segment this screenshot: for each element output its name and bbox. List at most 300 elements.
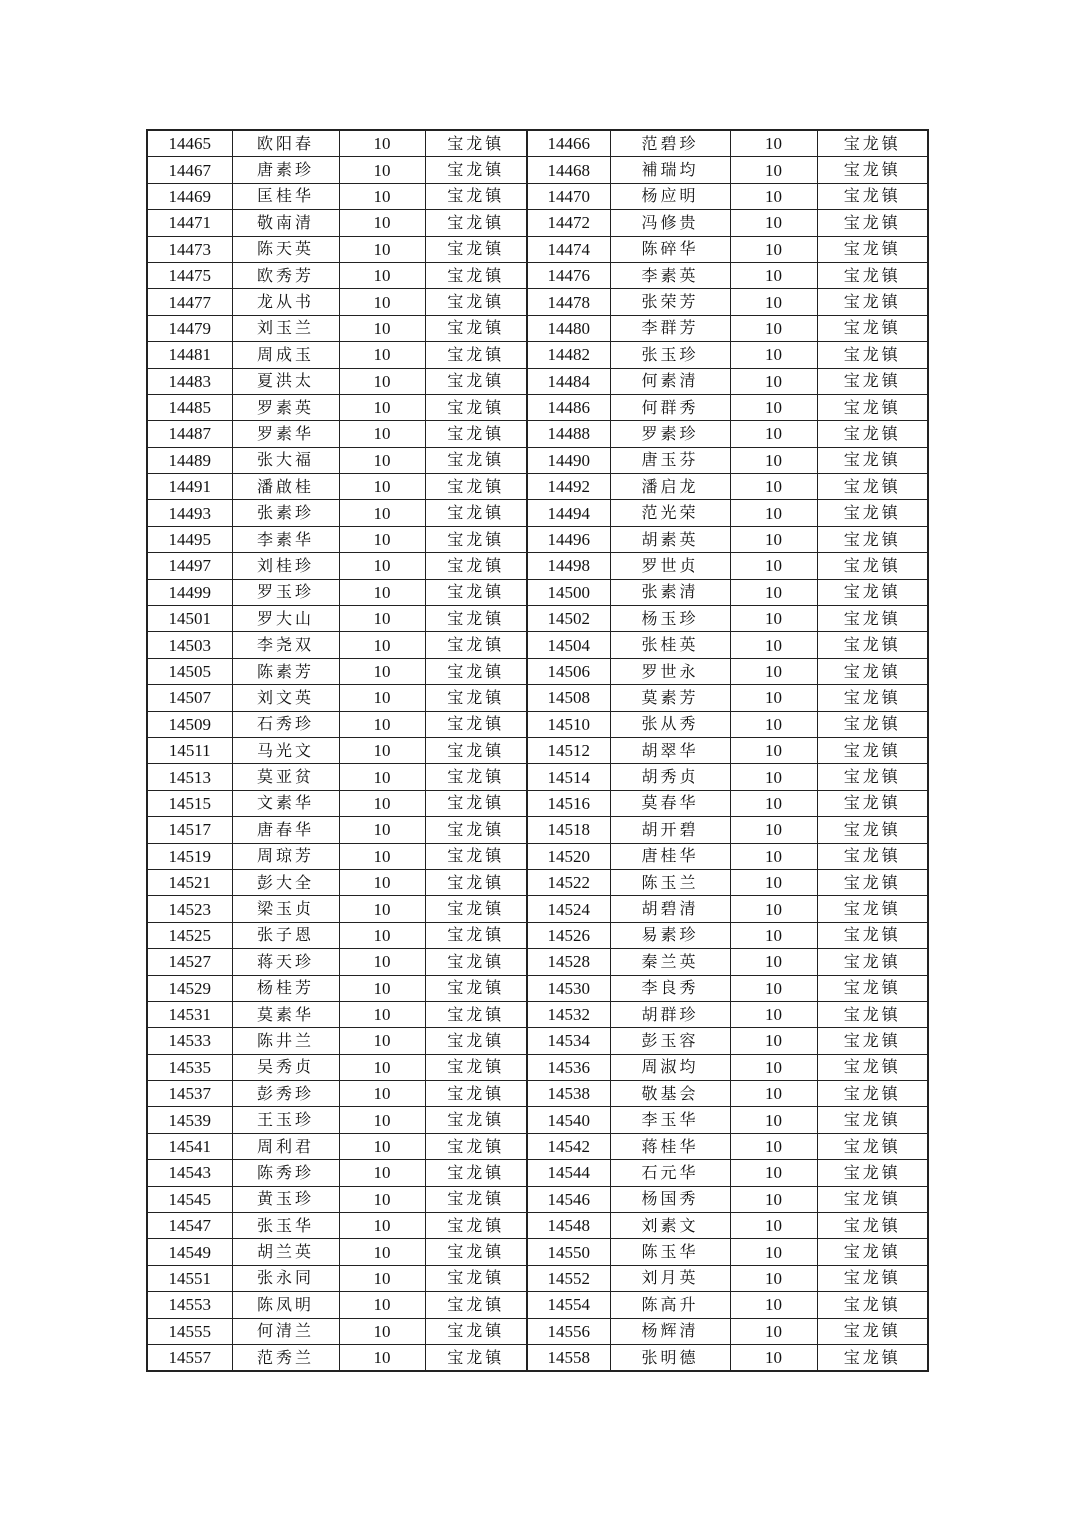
record-id-cell: 14530 [527,975,610,1001]
record-town-cell: 宝龙镇 [817,869,928,895]
record-town-cell: 宝龙镇 [817,817,928,843]
record-id-cell: 14551 [147,1265,232,1291]
record-id-cell: 14529 [147,975,232,1001]
record-town-cell: 宝龙镇 [817,1028,928,1054]
record-amount-cell: 10 [339,315,425,341]
record-town-cell: 宝龙镇 [425,1318,527,1344]
record-id-cell: 14473 [147,236,232,262]
record-id-cell: 14498 [527,553,610,579]
table-row [147,289,928,315]
record-name-cell: 张永同 [232,1265,339,1291]
record-id-cell: 14487 [147,421,232,447]
table-row [147,1107,928,1133]
record-town-cell: 宝龙镇 [425,658,527,684]
record-name-cell: 张明德 [610,1344,730,1371]
record-id-cell: 14470 [527,183,610,209]
record-id-cell: 14526 [527,922,610,948]
record-amount-cell: 10 [339,342,425,368]
record-town-cell: 宝龙镇 [425,553,527,579]
record-id-cell: 14514 [527,764,610,790]
record-id-cell: 14512 [527,737,610,763]
record-id-cell: 14469 [147,183,232,209]
record-id-cell: 14500 [527,579,610,605]
record-amount-cell: 10 [339,262,425,288]
record-amount-cell: 10 [339,685,425,711]
record-amount-cell: 10 [339,1213,425,1239]
table-row [147,157,928,183]
record-id-cell: 14477 [147,289,232,315]
record-amount-cell: 10 [339,474,425,500]
record-amount-cell: 10 [730,1028,817,1054]
record-town-cell: 宝龙镇 [425,1107,527,1133]
record-id-cell: 14549 [147,1239,232,1265]
record-town-cell: 宝龙镇 [425,1028,527,1054]
record-name-cell: 彭大全 [232,869,339,895]
record-amount-cell: 10 [339,1265,425,1291]
record-id-cell: 14535 [147,1054,232,1080]
record-amount-cell: 10 [339,711,425,737]
record-town-cell: 宝龙镇 [425,1001,527,1027]
record-town-cell: 宝龙镇 [817,1292,928,1318]
table-row [147,1001,928,1027]
record-amount-cell: 10 [339,1292,425,1318]
record-amount-cell: 10 [339,737,425,763]
record-town-cell: 宝龙镇 [425,500,527,526]
record-amount-cell: 10 [339,1318,425,1344]
record-id-cell: 14481 [147,342,232,368]
record-name-cell: 李玉华 [610,1107,730,1133]
record-amount-cell: 10 [730,1081,817,1107]
record-id-cell: 14504 [527,632,610,658]
record-name-cell: 陈凤明 [232,1292,339,1318]
table-row [147,843,928,869]
table-row [147,711,928,737]
record-name-cell: 罗素英 [232,394,339,420]
record-id-cell: 14503 [147,632,232,658]
record-name-cell: 杨国秀 [610,1186,730,1212]
record-name-cell: 胡素英 [610,526,730,552]
record-name-cell: 李良秀 [610,975,730,1001]
record-id-cell: 14489 [147,447,232,473]
record-name-cell: 唐玉芬 [610,447,730,473]
record-amount-cell: 10 [339,183,425,209]
record-town-cell: 宝龙镇 [425,262,527,288]
record-name-cell: 刘月英 [610,1265,730,1291]
table-row [147,922,928,948]
record-id-cell: 14547 [147,1213,232,1239]
record-amount-cell: 10 [339,1054,425,1080]
record-town-cell: 宝龙镇 [817,553,928,579]
record-amount-cell: 10 [730,896,817,922]
table-row [147,553,928,579]
record-town-cell: 宝龙镇 [817,1054,928,1080]
record-id-cell: 14537 [147,1081,232,1107]
table-row [147,474,928,500]
table-row [147,1292,928,1318]
record-amount-cell: 10 [730,949,817,975]
record-name-cell: 胡翠华 [610,737,730,763]
record-amount-cell: 10 [730,447,817,473]
record-id-cell: 14479 [147,315,232,341]
record-amount-cell: 10 [730,183,817,209]
table-row [147,236,928,262]
record-amount-cell: 10 [730,1133,817,1159]
record-town-cell: 宝龙镇 [425,685,527,711]
record-town-cell: 宝龙镇 [425,236,527,262]
record-town-cell: 宝龙镇 [425,606,527,632]
record-id-cell: 14539 [147,1107,232,1133]
record-name-cell: 张荣芳 [610,289,730,315]
record-town-cell: 宝龙镇 [425,1265,527,1291]
record-name-cell: 刘桂珍 [232,553,339,579]
record-name-cell: 陈玉兰 [610,869,730,895]
record-amount-cell: 10 [730,1265,817,1291]
record-name-cell: 莫素华 [232,1001,339,1027]
record-name-cell: 罗素华 [232,421,339,447]
roster-table [146,129,929,1372]
record-id-cell: 14541 [147,1133,232,1159]
record-town-cell: 宝龙镇 [425,447,527,473]
record-amount-cell: 10 [730,210,817,236]
record-id-cell: 14550 [527,1239,610,1265]
record-id-cell: 14517 [147,817,232,843]
record-amount-cell: 10 [730,1054,817,1080]
record-amount-cell: 10 [730,843,817,869]
table-row [147,342,928,368]
record-name-cell: 陈井兰 [232,1028,339,1054]
record-amount-cell: 10 [730,262,817,288]
table-row [147,1186,928,1212]
record-id-cell: 14558 [527,1344,610,1371]
record-name-cell: 刘素文 [610,1213,730,1239]
table-row [147,1054,928,1080]
record-town-cell: 宝龙镇 [817,1160,928,1186]
record-town-cell: 宝龙镇 [817,1318,928,1344]
record-id-cell: 14505 [147,658,232,684]
record-town-cell: 宝龙镇 [425,394,527,420]
record-name-cell: 杨桂芳 [232,975,339,1001]
record-town-cell: 宝龙镇 [425,474,527,500]
table-row [147,790,928,816]
record-name-cell: 冯修贵 [610,210,730,236]
record-name-cell: 周琼芳 [232,843,339,869]
record-amount-cell: 10 [730,1160,817,1186]
record-id-cell: 14507 [147,685,232,711]
record-amount-cell: 10 [730,500,817,526]
table-row [147,1213,928,1239]
record-town-cell: 宝龙镇 [817,579,928,605]
record-amount-cell: 10 [730,1001,817,1027]
record-name-cell: 李尧双 [232,632,339,658]
record-name-cell: 唐桂华 [610,843,730,869]
record-town-cell: 宝龙镇 [425,843,527,869]
record-id-cell: 14502 [527,606,610,632]
record-amount-cell: 10 [339,579,425,605]
record-town-cell: 宝龙镇 [425,869,527,895]
table-row [147,315,928,341]
record-name-cell: 周淑均 [610,1054,730,1080]
record-name-cell: 刘玉兰 [232,315,339,341]
table-row [147,685,928,711]
record-amount-cell: 10 [339,606,425,632]
record-id-cell: 14552 [527,1265,610,1291]
table-row [147,658,928,684]
record-amount-cell: 10 [730,368,817,394]
record-name-cell: 罗世贞 [610,553,730,579]
record-amount-cell: 10 [339,1239,425,1265]
record-amount-cell: 10 [730,1107,817,1133]
record-amount-cell: 10 [339,210,425,236]
record-amount-cell: 10 [730,1318,817,1344]
record-id-cell: 14557 [147,1344,232,1371]
record-town-cell: 宝龙镇 [817,790,928,816]
record-name-cell: 吴秀贞 [232,1054,339,1080]
record-name-cell: 蒋桂华 [610,1133,730,1159]
record-name-cell: 胡群珍 [610,1001,730,1027]
record-amount-cell: 10 [730,606,817,632]
record-id-cell: 14497 [147,553,232,579]
record-amount-cell: 10 [730,1239,817,1265]
table-row [147,764,928,790]
record-name-cell: 马光文 [232,737,339,763]
record-name-cell: 補瑞均 [610,157,730,183]
record-name-cell: 欧阳春 [232,130,339,157]
record-name-cell: 张素珍 [232,500,339,526]
record-town-cell: 宝龙镇 [425,368,527,394]
record-amount-cell: 10 [730,869,817,895]
record-amount-cell: 10 [730,790,817,816]
record-town-cell: 宝龙镇 [817,1186,928,1212]
record-amount-cell: 10 [730,130,817,157]
record-town-cell: 宝龙镇 [817,526,928,552]
record-amount-cell: 10 [339,658,425,684]
record-town-cell: 宝龙镇 [817,1265,928,1291]
record-name-cell: 罗世永 [610,658,730,684]
record-name-cell: 范碧珍 [610,130,730,157]
record-town-cell: 宝龙镇 [817,606,928,632]
record-name-cell: 莫亚贫 [232,764,339,790]
record-amount-cell: 10 [339,236,425,262]
record-name-cell: 杨应明 [610,183,730,209]
record-town-cell: 宝龙镇 [817,922,928,948]
record-name-cell: 彭秀珍 [232,1081,339,1107]
record-id-cell: 14485 [147,394,232,420]
record-id-cell: 14475 [147,262,232,288]
record-name-cell: 潘启龙 [610,474,730,500]
record-name-cell: 陈碎华 [610,236,730,262]
record-town-cell: 宝龙镇 [817,210,928,236]
record-town-cell: 宝龙镇 [817,157,928,183]
record-amount-cell: 10 [339,790,425,816]
record-name-cell: 杨辉清 [610,1318,730,1344]
record-id-cell: 14531 [147,1001,232,1027]
record-town-cell: 宝龙镇 [817,1107,928,1133]
table-row [147,421,928,447]
record-town-cell: 宝龙镇 [425,1081,527,1107]
record-id-cell: 14518 [527,817,610,843]
record-name-cell: 陈天英 [232,236,339,262]
record-amount-cell: 10 [339,368,425,394]
record-name-cell: 范光荣 [610,500,730,526]
record-name-cell: 敬南清 [232,210,339,236]
record-name-cell: 张桂英 [610,632,730,658]
record-name-cell: 秦兰英 [610,949,730,975]
record-name-cell: 彭玉容 [610,1028,730,1054]
record-town-cell: 宝龙镇 [817,1344,928,1371]
record-id-cell: 14525 [147,922,232,948]
table-row [147,579,928,605]
record-amount-cell: 10 [339,421,425,447]
record-amount-cell: 10 [730,289,817,315]
record-name-cell: 易素珍 [610,922,730,948]
record-town-cell: 宝龙镇 [817,843,928,869]
record-id-cell: 14540 [527,1107,610,1133]
record-id-cell: 14542 [527,1133,610,1159]
table-row [147,1318,928,1344]
record-name-cell: 张大福 [232,447,339,473]
record-id-cell: 14482 [527,342,610,368]
table-row [147,975,928,1001]
record-id-cell: 14474 [527,236,610,262]
record-amount-cell: 10 [730,922,817,948]
record-id-cell: 14553 [147,1292,232,1318]
record-town-cell: 宝龙镇 [817,183,928,209]
record-town-cell: 宝龙镇 [425,1054,527,1080]
record-amount-cell: 10 [730,1213,817,1239]
record-name-cell: 张子恩 [232,922,339,948]
table-row [147,500,928,526]
record-town-cell: 宝龙镇 [817,1133,928,1159]
record-name-cell: 胡碧清 [610,896,730,922]
record-amount-cell: 10 [730,1186,817,1212]
table-row [147,1028,928,1054]
table-row [147,1160,928,1186]
table-row [147,737,928,763]
record-id-cell: 14471 [147,210,232,236]
record-id-cell: 14521 [147,869,232,895]
record-town-cell: 宝龙镇 [817,1001,928,1027]
record-town-cell: 宝龙镇 [425,1213,527,1239]
table-row [147,1133,928,1159]
record-id-cell: 14527 [147,949,232,975]
record-id-cell: 14515 [147,790,232,816]
table-row [147,1265,928,1291]
record-amount-cell: 10 [339,869,425,895]
record-town-cell: 宝龙镇 [425,632,527,658]
record-town-cell: 宝龙镇 [817,685,928,711]
record-amount-cell: 10 [339,130,425,157]
record-id-cell: 14532 [527,1001,610,1027]
record-id-cell: 14506 [527,658,610,684]
record-amount-cell: 10 [339,447,425,473]
record-id-cell: 14555 [147,1318,232,1344]
record-name-cell: 夏洪太 [232,368,339,394]
record-id-cell: 14523 [147,896,232,922]
record-town-cell: 宝龙镇 [425,1160,527,1186]
record-amount-cell: 10 [339,553,425,579]
record-name-cell: 唐春华 [232,817,339,843]
record-name-cell: 周成玉 [232,342,339,368]
record-amount-cell: 10 [730,817,817,843]
record-amount-cell: 10 [730,632,817,658]
record-id-cell: 14466 [527,130,610,157]
record-name-cell: 何素清 [610,368,730,394]
record-amount-cell: 10 [339,843,425,869]
record-amount-cell: 10 [730,526,817,552]
record-name-cell: 胡秀贞 [610,764,730,790]
record-town-cell: 宝龙镇 [817,711,928,737]
record-amount-cell: 10 [339,817,425,843]
record-town-cell: 宝龙镇 [425,289,527,315]
record-town-cell: 宝龙镇 [817,315,928,341]
record-id-cell: 14544 [527,1160,610,1186]
record-name-cell: 李素华 [232,526,339,552]
table-row [147,210,928,236]
record-amount-cell: 10 [339,1081,425,1107]
record-amount-cell: 10 [730,711,817,737]
record-amount-cell: 10 [730,579,817,605]
record-town-cell: 宝龙镇 [425,790,527,816]
record-amount-cell: 10 [339,949,425,975]
table-row [147,394,928,420]
record-id-cell: 14480 [527,315,610,341]
record-id-cell: 14533 [147,1028,232,1054]
record-id-cell: 14492 [527,474,610,500]
record-name-cell: 胡兰英 [232,1239,339,1265]
record-town-cell: 宝龙镇 [817,1239,928,1265]
record-amount-cell: 10 [339,1001,425,1027]
record-town-cell: 宝龙镇 [425,711,527,737]
record-amount-cell: 10 [339,1107,425,1133]
record-town-cell: 宝龙镇 [817,975,928,1001]
record-amount-cell: 10 [730,474,817,500]
record-name-cell: 张玉华 [232,1213,339,1239]
table-row [147,1344,928,1371]
table-row [147,949,928,975]
record-amount-cell: 10 [339,1344,425,1371]
record-id-cell: 14554 [527,1292,610,1318]
record-town-cell: 宝龙镇 [817,342,928,368]
table-row [147,526,928,552]
record-amount-cell: 10 [339,500,425,526]
table-row [147,1081,928,1107]
record-amount-cell: 10 [730,421,817,447]
record-id-cell: 14520 [527,843,610,869]
record-town-cell: 宝龙镇 [817,764,928,790]
record-amount-cell: 10 [730,975,817,1001]
record-name-cell: 王玉珍 [232,1107,339,1133]
record-id-cell: 14534 [527,1028,610,1054]
record-town-cell: 宝龙镇 [425,315,527,341]
record-id-cell: 14488 [527,421,610,447]
record-id-cell: 14513 [147,764,232,790]
record-town-cell: 宝龙镇 [817,737,928,763]
record-town-cell: 宝龙镇 [425,526,527,552]
record-town-cell: 宝龙镇 [425,579,527,605]
record-amount-cell: 10 [339,764,425,790]
roster-body [147,130,928,1371]
record-town-cell: 宝龙镇 [425,1344,527,1371]
record-town-cell: 宝龙镇 [425,1133,527,1159]
record-town-cell: 宝龙镇 [425,1186,527,1212]
record-town-cell: 宝龙镇 [817,632,928,658]
record-amount-cell: 10 [339,975,425,1001]
record-name-cell: 匡桂华 [232,183,339,209]
table-row [147,130,928,157]
record-id-cell: 14543 [147,1160,232,1186]
record-name-cell: 陈素芳 [232,658,339,684]
record-town-cell: 宝龙镇 [817,896,928,922]
